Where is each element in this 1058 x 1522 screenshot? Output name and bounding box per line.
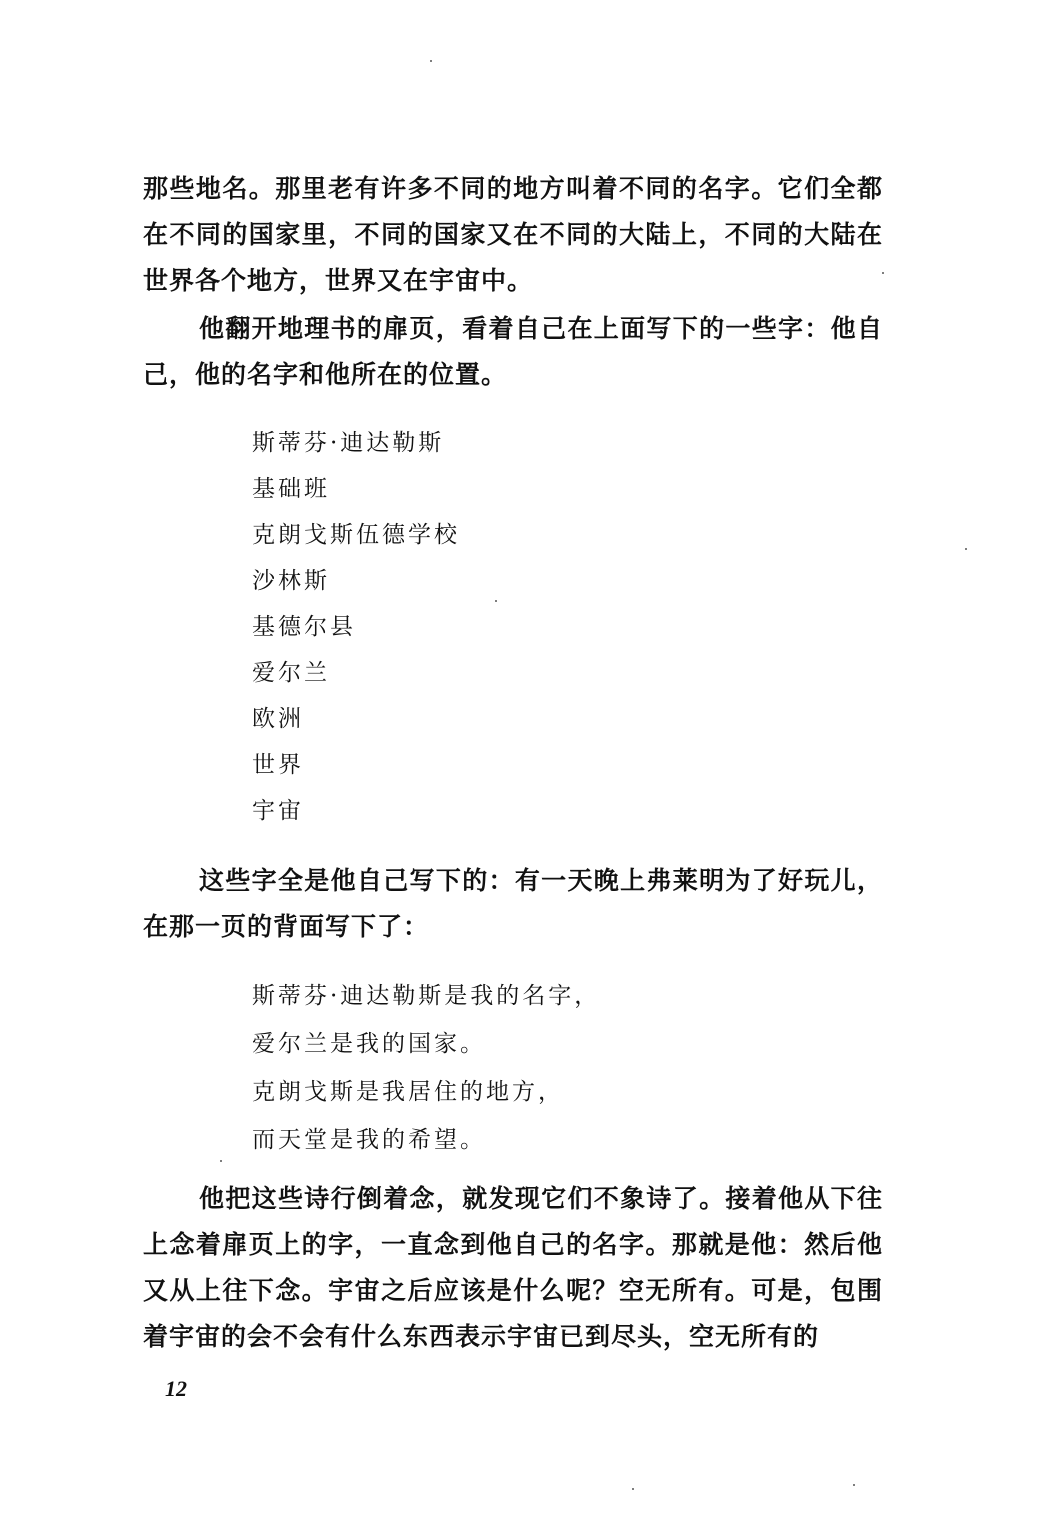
- address-line: 斯蒂芬·迪达勒斯: [252, 430, 445, 456]
- poem-line: 克朗戈斯是我居住的地方，: [252, 1079, 564, 1105]
- scan-speck: [882, 272, 884, 274]
- scan-speck: [853, 1484, 855, 1486]
- page-number: 12: [165, 1376, 187, 1401]
- address-line: 欧洲: [252, 706, 304, 732]
- address-line: 沙林斯: [252, 568, 330, 594]
- address-line: 世界: [252, 752, 304, 778]
- poem-line: 斯蒂芬·迪达勒斯是我的名字，: [252, 983, 601, 1009]
- poem-line: 爱尔兰是我的国家。: [252, 1031, 486, 1057]
- paragraph-fleming: 这些字全是他自己写下的：有一天晚上弗莱明为了好玩儿，在那一页的背面写下了：: [143, 866, 883, 941]
- address-line: 基德尔县: [252, 614, 356, 640]
- poem-line: 而天堂是我的希望。: [252, 1127, 486, 1153]
- scan-speck: [220, 1160, 222, 1162]
- scan-speck: [965, 548, 967, 550]
- paragraph-place-names: 那些地名。那里老有许多不同的地方叫着不同的名字。它们全都在不同的国家里，不同的国家又在不同的大陆上，不同的大陆在世界各个地方，世界又在宇宙中。: [143, 174, 883, 295]
- paragraph-reading-backwards: 他把这些诗行倒着念，就发现它们不象诗了。接着他从下往上念着扉页上的字，一直念到他自己的名字。那就是他：然后他又从上往下念。宇宙之后应该是什么呢？空无所有。可是，包围着宇宙的会不会有什么东西表示宇宙已到尽头，空无所有的: [143, 1184, 883, 1351]
- address-line: 基础班: [252, 476, 330, 502]
- scan-speck: [495, 600, 497, 602]
- address-list: [252, 420, 460, 834]
- address-line: 克朗戈斯伍德学校: [252, 522, 460, 548]
- scan-speck: [632, 1488, 634, 1490]
- scan-speck: [430, 60, 432, 62]
- address-line: 爱尔兰: [252, 660, 330, 686]
- poem: [252, 972, 600, 1164]
- paragraph-flyleaf: 他翻开地理书的扉页，看着自己在上面写下的一些字：他自己，他的名字和他所在的位置。: [143, 314, 883, 389]
- address-line: 宇宙: [252, 798, 304, 824]
